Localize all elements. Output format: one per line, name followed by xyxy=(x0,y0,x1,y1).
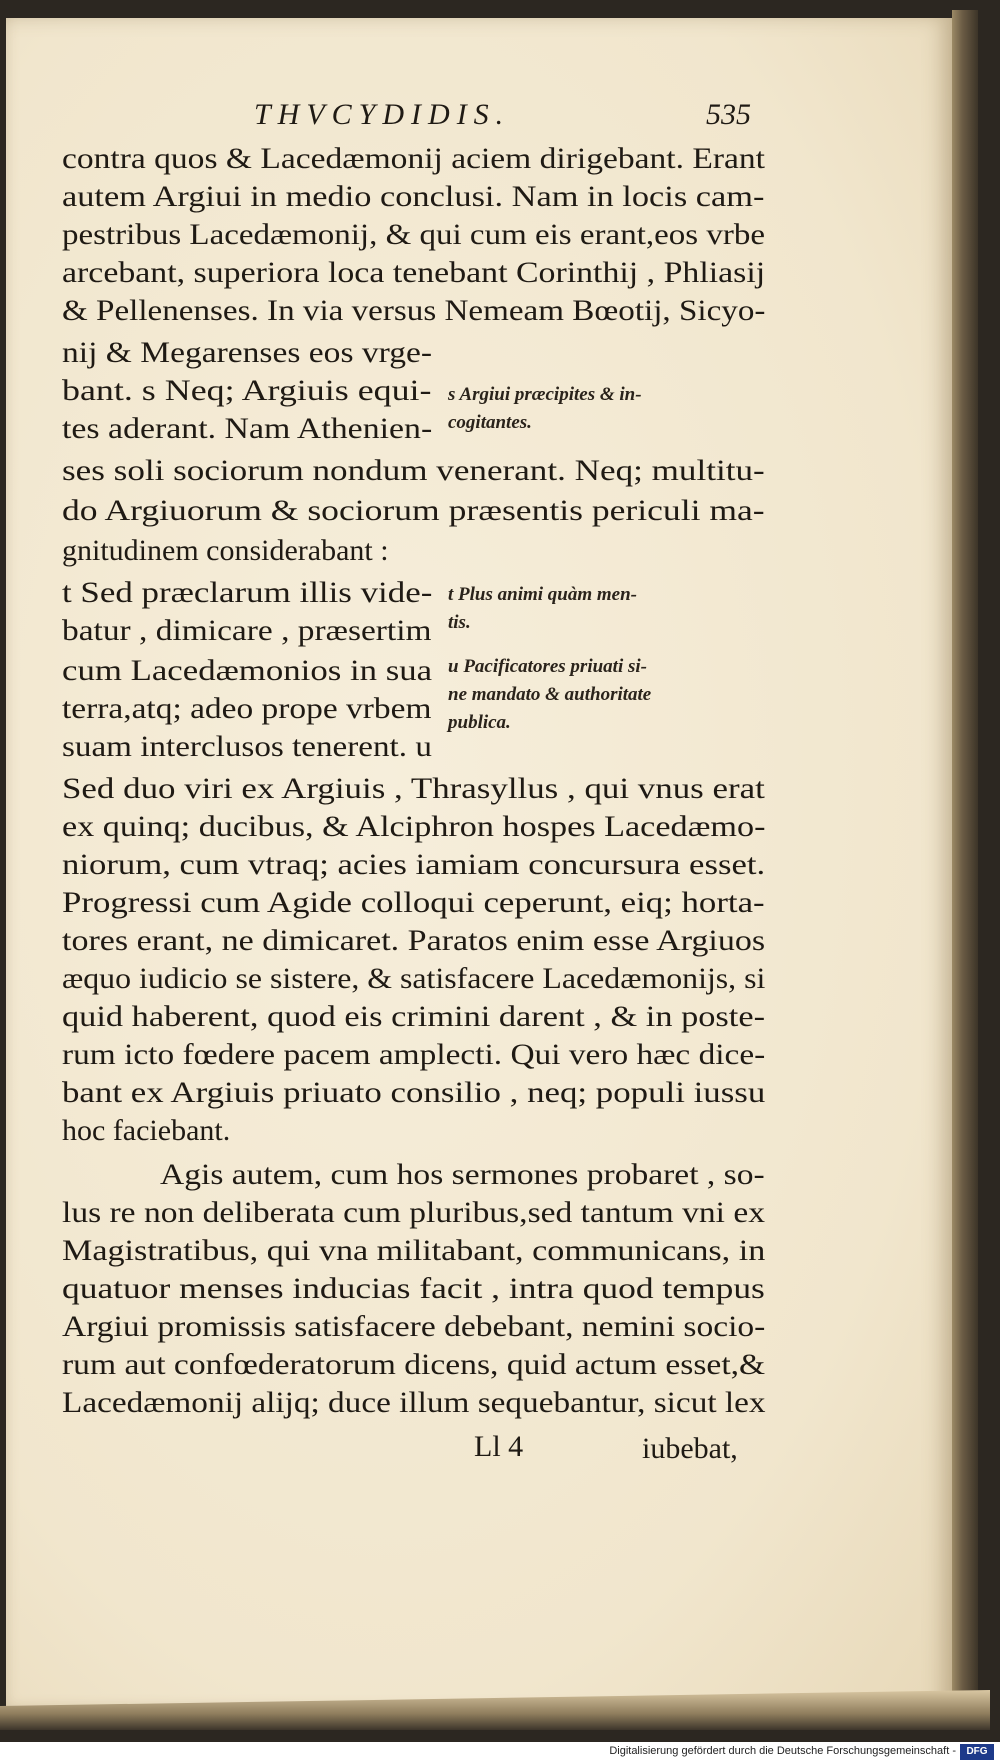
text-line: t Sed præclarum illis vide- xyxy=(62,576,433,609)
marginal-note: t Plus animi quàm men- xyxy=(448,584,637,605)
page-number: 535 xyxy=(706,98,751,131)
marginal-note: publica. xyxy=(448,712,511,733)
text-line: rum icto fœdere pacem amplecti. Qui vero hæc dice- xyxy=(62,1038,766,1071)
text-line: nij & Megarenses eos vrge- xyxy=(62,336,433,369)
text-line: Magistratibus, qui vna militabant, communicans, in xyxy=(62,1234,766,1267)
text-line: batur , dimicare , præsertim xyxy=(62,614,432,647)
text-line: do Argiuorum & sociorum præsentis periculi ma- xyxy=(62,494,765,527)
text-line: gnitudinem considerabant : xyxy=(62,534,389,567)
page-edge-right xyxy=(952,10,978,1720)
paragraph-start: Agis autem, cum hos sermones probaret , so- xyxy=(160,1158,765,1191)
marginal-note: cogitantes. xyxy=(448,412,532,433)
text-line: Sed duo viri ex Argiuis , Thrasyllus , qui vnus erat xyxy=(62,772,765,805)
text-line: terra,atq; adeo prope vrbem xyxy=(62,692,432,725)
text-line: bant ex Argiuis priuato consilio , neq; populi iussu xyxy=(62,1076,766,1109)
marginal-note: tis. xyxy=(448,612,471,633)
text-line: Argiui promissis satisfacere debebant, nemini socio- xyxy=(62,1310,766,1343)
text-line: ex quinq; ducibus, & Alciphron hospes Lacedæmo- xyxy=(62,810,766,843)
text-line: rum aut confœderatorum dicens, quid actum esset,& xyxy=(62,1348,766,1381)
text-line: pestribus Lacedæmonij, & qui cum eis erant,eos vrbe xyxy=(62,218,766,251)
text-line: æquo iudicio se sistere, & satisfacere Lacedæmonijs, si xyxy=(62,962,766,995)
text-line: Lacedæmonij alijq; duce illum sequebantur, sicut lex xyxy=(62,1386,766,1419)
text-line: cum Lacedæmonios in sua xyxy=(62,654,433,687)
text-line: niorum, cum vtraq; acies iamiam concursura esset. xyxy=(62,848,766,881)
dfg-logo: DFG xyxy=(960,1744,994,1760)
text-line: tores erant, ne dimicaret. Paratos enim esse Argiuos xyxy=(62,924,766,957)
text-line: & Pellenenses. In via versus Nemeam Bœotij, Sicyo- xyxy=(62,294,766,327)
text-line: Progressi cum Agide colloqui ceperunt, eiq; horta- xyxy=(62,886,765,919)
text-line: ses soli sociorum nondum venerant. Neq; multitu- xyxy=(62,454,765,487)
text-line: tes aderant. Nam Athenien- xyxy=(62,412,433,445)
text-line: suam interclusos tenerent. u xyxy=(62,730,432,763)
text-line: quid haberent, quod eis crimini darent , & in poste- xyxy=(62,1000,766,1033)
text-line: arcebant, superiora loca tenebant Corinthij , Phliasij xyxy=(62,256,766,289)
text-line: lus re non deliberata cum pluribus,sed tantum vni ex xyxy=(62,1196,766,1229)
text-line: autem Argiui in medio conclusi. Nam in locis cam- xyxy=(62,180,765,213)
marginal-note: s Argiui præcipites & in- xyxy=(448,384,642,405)
text-line: contra quos & Lacedæmonij aciem dirigebant. Erant xyxy=(62,142,765,175)
running-title: THVCYDIDIS. xyxy=(254,98,511,131)
text-line: bant. s Neq; Argiuis equi- xyxy=(62,374,432,407)
text-line: hoc faciebant. xyxy=(62,1114,231,1147)
footer-credit: Digitalisierung gefördert durch die Deutsche Forschungsgemeinschaft - xyxy=(609,1745,956,1757)
marginal-note: ne mandato & authoritate xyxy=(448,684,652,705)
text-line: quatuor menses inducias facit , intra quod tempus xyxy=(62,1272,765,1305)
catchword: iubebat, xyxy=(642,1432,738,1465)
signature-mark: Ll 4 xyxy=(474,1430,524,1463)
marginal-note: u Pacificatores priuati si- xyxy=(448,656,647,677)
